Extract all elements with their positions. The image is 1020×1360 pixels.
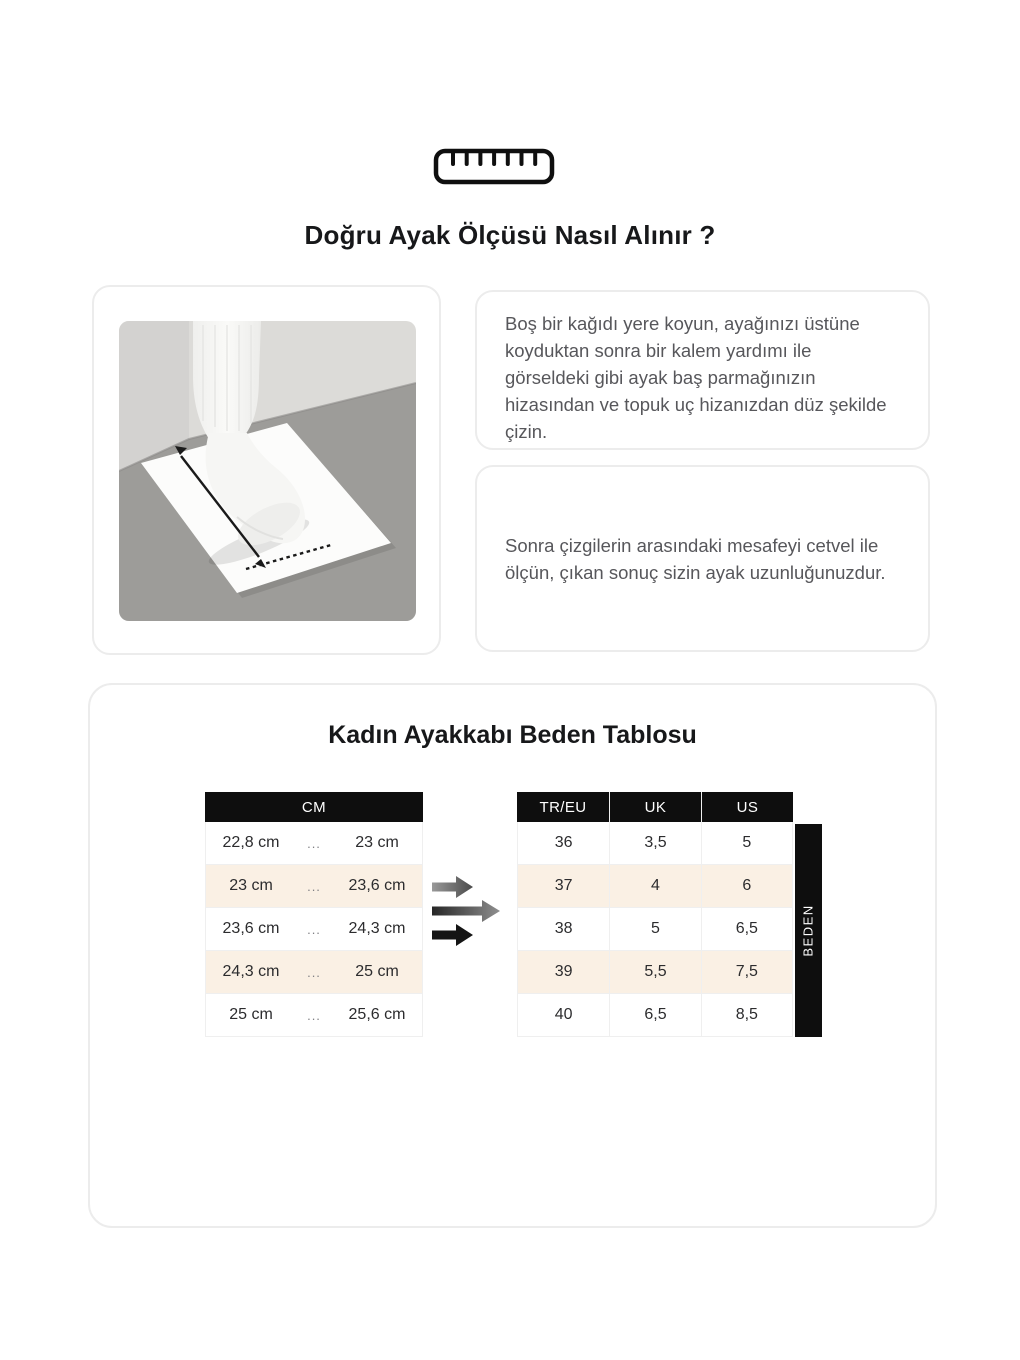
eu-size-table [517,792,793,1037]
cm-from: 24,3 cm [222,963,280,980]
table-row [206,865,422,908]
size-tr-eu: 36 [554,834,573,851]
size-us: 6 [701,865,792,907]
size-chart-title: Kadın Ayakkabı Beden Tablosu [328,721,697,749]
ellipsis: ... [307,921,321,937]
size-us: 7,5 [701,951,792,993]
ellipsis: ... [307,1007,321,1023]
cm-table-body [205,822,423,1037]
table-row [518,951,792,994]
size-tr-eu: 39 [554,963,573,980]
page-title: Doğru Ayak Ölçüsü Nasıl Alınır ? [304,220,716,250]
size-tr-eu: 40 [554,1006,573,1023]
instruction-step-2: Sonra çizgilerin arasındaki mesafeyi cetvel ile ölçün, çıkan sonuç sizin ayak uzunluğunuzdur. [505,534,886,583]
eu-table-body [517,822,793,1037]
table-row [206,822,422,865]
size-chart-card [88,683,937,1228]
table-row [206,994,422,1036]
size-us: 8,5 [701,994,792,1036]
table-row [206,908,422,951]
size-us: 6,5 [701,908,792,950]
instruction-card-2 [475,465,930,652]
cm-to: 23 cm [355,834,399,851]
instruction-step-1: Boş bir kağıdı yere koyun, ayağınızı üstüne koyduktan sonra bir kalem yardımı ile görseldeki gibi ayak baş parmağınızın hizasından ve topuk uç hizanızdan düz şekilde çizin. [505,313,887,442]
size-us: 5 [701,822,792,864]
size-uk: 6,5 [609,994,700,1036]
cm-to: 23,6 cm [348,877,406,894]
cm-table-header: CM [205,792,423,822]
table-row [206,951,422,994]
table-row [518,908,792,951]
header-us: US [701,792,793,822]
eu-table-header [517,792,793,822]
size-uk: 5 [609,908,700,950]
ellipsis: ... [307,835,321,851]
foot-measurement-photo [119,321,416,621]
size-uk: 5,5 [609,951,700,993]
cm-table [205,792,423,1037]
instruction-card-1 [475,290,930,450]
cm-to: 25 cm [355,963,399,980]
cm-from: 25 cm [229,1006,273,1023]
measurement-photo-card [92,285,441,655]
size-tr-eu: 37 [554,877,573,894]
beden-side-label [795,824,822,1037]
cm-from: 22,8 cm [222,834,280,851]
ellipsis: ... [307,878,321,894]
size-tr-eu: 38 [554,920,573,937]
table-row [518,822,792,865]
header-uk: UK [609,792,701,822]
ellipsis: ... [307,964,321,980]
beden-label-text: BEDEN [801,904,817,957]
ruler-icon [433,148,555,185]
cm-to: 24,3 cm [348,920,406,937]
table-row [518,994,792,1036]
size-uk: 3,5 [609,822,700,864]
cm-from: 23,6 cm [222,920,280,937]
table-row [518,865,792,908]
conversion-arrows-icon [428,871,513,949]
cm-to: 25,6 cm [348,1006,406,1023]
cm-from: 23 cm [229,877,273,894]
size-uk: 4 [609,865,700,907]
header-tr-eu: TR/EU [539,798,587,816]
